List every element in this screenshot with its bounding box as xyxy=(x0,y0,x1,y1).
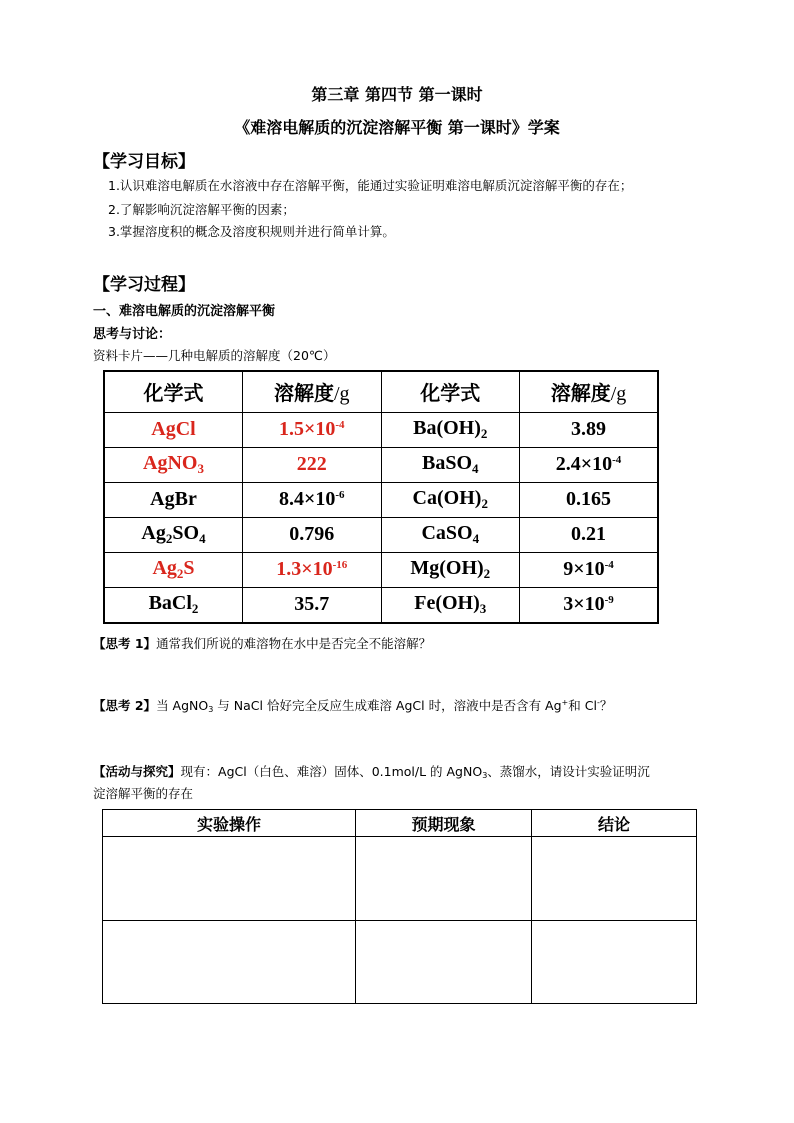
think-2: 【思考 2】当 AgNO$_3$ 与 NaCl 恰好完全反应生成难溶 AgCl 时，溶液中是否含有 Ag+和 Cl-？ xyxy=(93,698,613,714)
operation-header: 实验操作 xyxy=(103,810,356,837)
goal-item-1: 1.认识难溶电解质在水溶液中存在溶解平衡，能通过实验证明难溶电解质沉淀溶解平衡的存在； xyxy=(108,178,633,193)
think-1-label: 【思考 1】 xyxy=(93,636,157,651)
solubility-cell: 0.165 xyxy=(520,482,659,517)
formula-cell: $Mg(OH)_2$ xyxy=(381,552,520,587)
process-heading: 【学习过程】 xyxy=(93,275,195,295)
formula-cell: $Ca(OH)_2$ xyxy=(381,482,520,517)
formula-header: 化学式 xyxy=(381,371,520,412)
formula-header: 化学式 xyxy=(104,371,243,412)
solubility-header: 溶解度/g xyxy=(520,371,659,412)
formula-cell: AgCl xyxy=(104,412,243,447)
think-2-label: 【思考 2】 xyxy=(93,698,157,713)
chapter-heading: 第三章 第四节 第一课时 xyxy=(311,85,483,104)
phenomenon-answer-cell[interactable] xyxy=(356,837,532,921)
operation-answer-cell[interactable] xyxy=(103,837,356,921)
formula-cell: $Ba(OH)_2$ xyxy=(381,412,520,447)
phenomenon-header: 预期现象 xyxy=(356,810,532,837)
formula-cell: $Ag_2SO_4$ xyxy=(104,517,243,552)
table-row xyxy=(104,482,658,517)
goals-heading: 【学习目标】 xyxy=(93,152,195,172)
table-row xyxy=(104,587,658,623)
goal-item-2: 2.了解影响沉淀溶解平衡的因素； xyxy=(108,202,295,217)
activity-line-1: 【活动与探究】现有：AgCl（白色、难溶）固体、0.1mol/L 的 AgNO$_3$、蒸馏水，请设计实验证明沉 xyxy=(93,764,650,780)
operation-answer-cell[interactable] xyxy=(103,921,356,1004)
solubility-cell: 3.89 xyxy=(520,412,659,447)
solubility-cell: $3\times 10^{-9}$ xyxy=(520,587,659,623)
think-1-text: 通常我们所说的难溶物在水中是否完全不能溶解？ xyxy=(156,636,432,651)
activity-line-2: 淀溶解平衡的存在 xyxy=(93,786,194,801)
discuss-label: 思考与讨论： xyxy=(93,327,172,342)
data-card-caption: 资料卡片——几种电解质的溶解度（20℃） xyxy=(93,348,336,363)
experiment-table xyxy=(102,809,697,1004)
conclusion-answer-cell[interactable] xyxy=(532,837,697,921)
formula-cell: AgNO$_3$ xyxy=(104,447,243,482)
conclusion-header: 结论 xyxy=(532,810,697,837)
solubility-table xyxy=(103,370,659,624)
formula-cell: BaCl$_2$ xyxy=(104,587,243,623)
solubility-cell: $2.4\times 10^{-4}$ xyxy=(520,447,659,482)
experiment-row xyxy=(103,837,697,921)
experiment-header-row xyxy=(103,810,697,837)
table-row xyxy=(104,447,658,482)
table-row xyxy=(104,412,658,447)
formula-cell: AgBr xyxy=(104,482,243,517)
think-1 xyxy=(93,634,431,652)
conclusion-answer-cell[interactable] xyxy=(532,921,697,1004)
activity-label: 【活动与探究】 xyxy=(93,764,181,779)
phenomenon-answer-cell[interactable] xyxy=(356,921,532,1004)
formula-cell: CaSO$_4$ xyxy=(381,517,520,552)
solubility-cell: 35.7 xyxy=(243,587,382,623)
solubility-cell: $9\times 10^{-4}$ xyxy=(520,552,659,587)
table-header-row xyxy=(104,371,658,412)
formula-cell: $Ag_2S$ xyxy=(104,552,243,587)
solubility-header: 溶解度/g xyxy=(243,371,382,412)
formula-cell: BaSO$_4$ xyxy=(381,447,520,482)
goal-item-3: 3.掌握溶度积的概念及溶度积规则并进行简单计算。 xyxy=(108,224,395,239)
solubility-cell: $1.5\times 10^{-4}$ xyxy=(243,412,382,447)
solubility-cell: $1.3\times 10^{-16}$ xyxy=(243,552,382,587)
experiment-row xyxy=(103,921,697,1004)
solubility-cell: 0.796 xyxy=(243,517,382,552)
table-row xyxy=(104,552,658,587)
table-row xyxy=(104,517,658,552)
formula-cell: $Fe(OH)_3$ xyxy=(381,587,520,623)
solubility-cell: 222 xyxy=(243,447,382,482)
solubility-cell: $8.4\times 10^{-6}$ xyxy=(243,482,382,517)
solubility-cell: 0.21 xyxy=(520,517,659,552)
section-1-heading: 一、难溶电解质的沉淀溶解平衡 xyxy=(93,304,276,319)
document-title: 《难溶电解质的沉淀溶解平衡 第一课时》学案 xyxy=(234,118,560,137)
